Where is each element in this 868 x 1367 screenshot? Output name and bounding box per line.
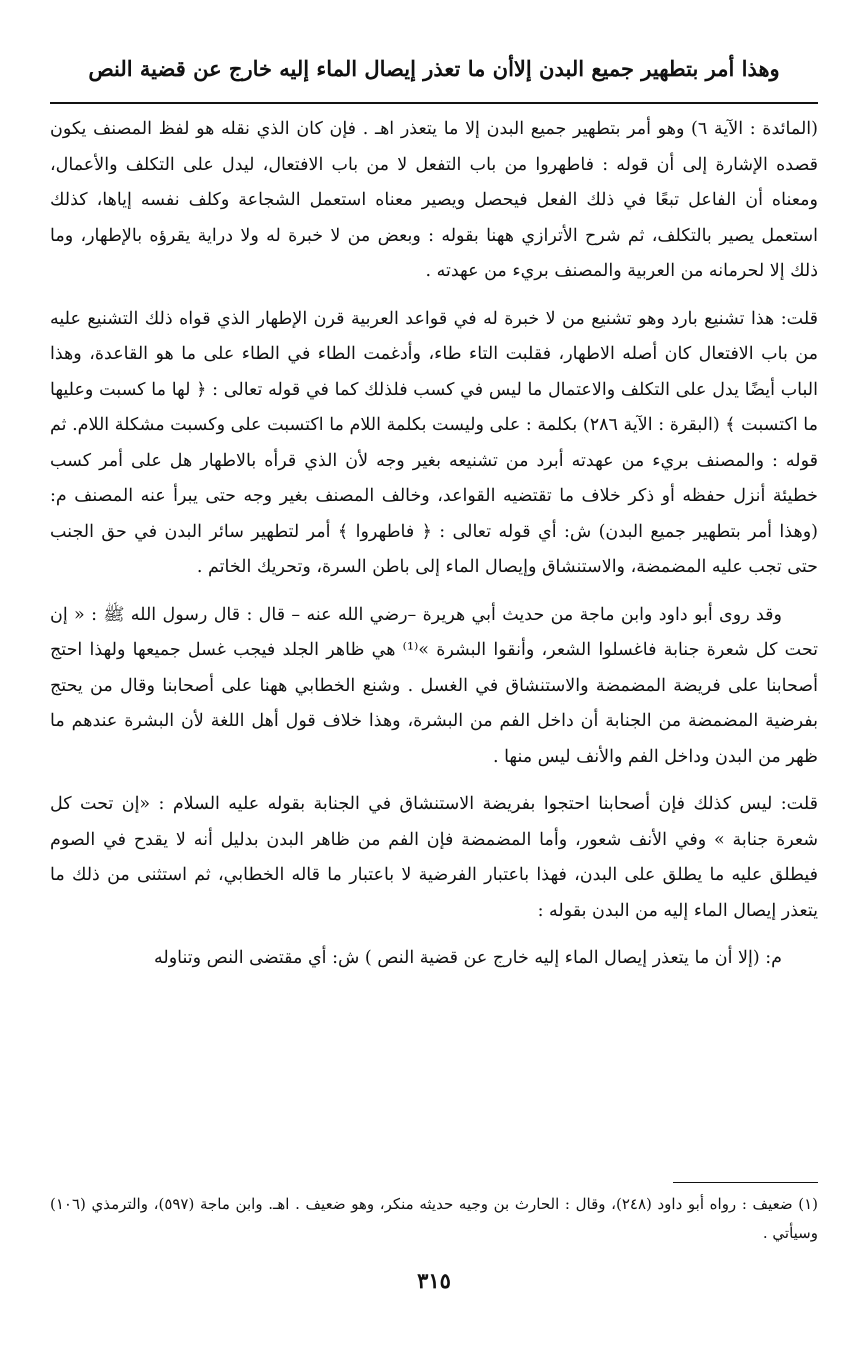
paragraph: م: (إلا أن ما يتعذر إيصال الماء إليه خارج عن قضية النص ) ش: أي مقتضى النص وتناوله (153, 948, 782, 968)
footnote: (١) ضعيف : رواه أبو داود (٢٤٨)، وقال : الحارث بن وجيه حديثه منكر، وهو ضعيف . اهـ. وابن ماجة (٥٩٧)، والترمذي (١٠٦) وسيأتي . (50, 1195, 818, 1242)
footnote-area (50, 1190, 818, 1248)
main-text (50, 112, 818, 977)
header-divider (50, 102, 818, 104)
footnote-divider (673, 1182, 818, 1183)
running-title: وهذا أمر بتطهير جميع البدن إلاأن ما تعذر إيصال الماء إليه خارج عن قضية النص (88, 56, 780, 81)
paragraph: (المائدة : الآية ٦) وهو أمر بتطهير جميع البدن إلا ما يتعذر اهـ . فإن كان الذي نقله هو لفظ المصنف يكون قصده الإشارة إلى أن قوله : فاطهروا من باب التفعل لا من باب الافتعال، ليدل على التكلف والأعمال، ومعناه أن الفاعل تبعًا في ذلك الفعل فيحصل ويصير معناه استعمل الشجاعة وكلف نفسه إياها، كذلك استعمل يصير بالتكلف، ثم شرح الأترازي ههنا بقوله : وبعض من لا خبرة له ولا دراية يقرؤه بالإطهار، وما ذلك إلا لحرمانه من العربية والمصنف بريء من عهدته . (50, 119, 818, 281)
paragraph: وقد روى أبو داود وابن ماجة من حديث أبي هريرة –رضي الله عنه – قال : قال رسول الله ﷺ : « إن تحت كل شعرة جنابة فاغسلوا الشعر، وأنقوا البشرة »⁽¹⁾ هي ظاهر الجلد فيجب غسل جميعها ولهذا احتج أصحابنا على فريضة المضمضة والاستنشاق في الغسل . وشنع الخطابي ههنا على أصحابنا وقال من يحتج بفرضية المضمضة من الجنابة أن داخل الفم من البشرة، وهذا خلاف قول أهل اللغة لأن البشرة عندهم ما ظهر من البدن وداخل الفم والأنف ليس منها . (50, 604, 818, 767)
paragraph: قلت: ليس كذلك فإن أصحابنا احتجوا بفريضة الاستنشاق في الجنابة بقوله عليه السلام : «إن تحت كل شعرة جنابة » وفي الأنف شعور، وأما المضمضة فإن الفم من ظاهر البدن بدليل أنه لا يقدح في الصوم فيطلق عليه ما يطلق على البدن، فهذا باعتبار الفرضية لا باعتبار ما قاله الخطابي، ثم استثنى من ذلك ما يتعذر إيصال الماء إليه من البدن بقوله : (50, 794, 818, 921)
paragraph: قلت: هذا تشنيع بارد وهو تشنيع من لا خبرة له في قواعد العربية قرن الإطهار الذي قواه ذلك التشنيع عليه من باب الافتعال كان أصله الاطهار، فقلبت التاء طاء، وأدغمت الطاء في الطاء على ما هو القاعدة، وهذا الباب أيضًا يدل على التكلف والاعتمال ما ليس في كسب فلذلك كما في قوله تعالى : ﴿ لها ما كسبت وعليها ما اكتسبت ﴾ (البقرة : الآية ٢٨٦) بكلمة : على وليست بكلمة اللام ما اكتسبت على وكسبت مشكلة اللام. ثم قوله : والمصنف بريء من عهدته أبرد من تشنيعه بغير وجه لأن الذي قرأه بالاطهار هل على أمر كسب خطيئة أنزل حفظه أو ذكر خلاف ما تقتضيه القواعد، وخالف المصنف بغير وجه حتى يبرأ عنه المصنف م: (وهذا أمر بتطهير جميع البدن) ش: أي قوله تعالى : ﴿ فاطهروا ﴾ أمر لتطهير سائر البدن في حق الجنب حتى تجب عليه المضمضة، والاستنشاق وإيصال الماء إلى باطن السرة، وتحريك الخاتم . (50, 308, 818, 577)
page-number: ٣١٥ (417, 1268, 451, 1293)
